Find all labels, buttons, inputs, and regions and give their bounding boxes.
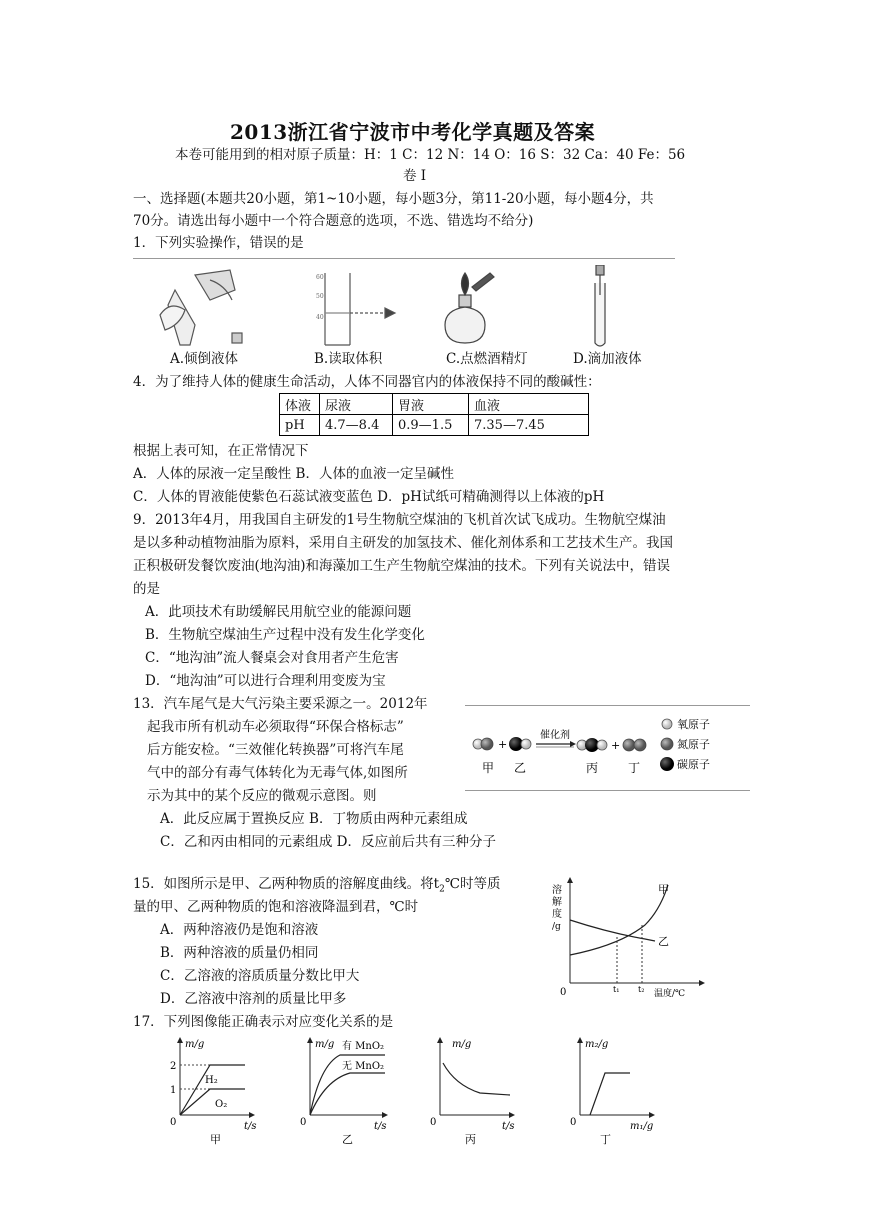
section-instructions-1: 一、选择题(本题共20小题，第1~10小题，每小题3分，第11-20小题，每小题4分，共 <box>133 191 654 207</box>
q1-stem: 1．下列实验操作，错误的是 <box>133 235 304 251</box>
q9-option-c: C．“地沟油”流人餐桌会对食用者产生危害 <box>145 650 399 666</box>
q15-option-d: D．乙溶液中溶剂的质量比甲多 <box>160 991 347 1007</box>
table-cell: 7.35—7.45 <box>469 415 589 436</box>
legend-oxygen: 氧原子 <box>677 718 710 731</box>
graph-origin: 0 <box>560 987 567 998</box>
q13-options-cd: C．乙和丙由相同的元素组成 D．反应前后共有三种分子 <box>160 834 496 850</box>
plus-sign: + <box>611 739 621 752</box>
q1-option-d: D.滴加液体 <box>573 351 642 367</box>
q13-line-2: 起我市所有机动车必须取得“环保合格标志” <box>147 719 404 735</box>
graph-yi-with-label: 有 MnO₂ <box>342 1041 385 1052</box>
q15-line-1b: ℃时等质 <box>444 876 501 892</box>
graph-jia-origin: 0 <box>170 1117 177 1128</box>
q1-option-b: B.读取体积 <box>314 351 383 367</box>
ph-table <box>279 393 589 436</box>
graph-jia-caption: 甲 <box>210 1133 221 1146</box>
table-cell: 尿液 <box>320 394 393 415</box>
q1-option-c: C.点燃酒精灯 <box>446 351 528 367</box>
graph-bing <box>430 1037 515 1146</box>
molecule-yi <box>509 737 531 751</box>
t1-label: t₁ <box>613 985 620 994</box>
q4-options-cd: C．人体的胃液能使紫色石蕊试液变蓝色 D．pH试纸可精确测得以上体液的pH <box>133 489 605 505</box>
molecule-jia <box>473 738 493 750</box>
page-title: 2013浙江省宁波市中考化学真题及答案 <box>230 120 596 144</box>
table-cell: 血液 <box>469 394 589 415</box>
q17-stem: 17．下列图像能正确表示对应变化关系的是 <box>133 1014 394 1030</box>
legend-nitrogen: 氮原子 <box>677 738 710 751</box>
svg-text:50: 50 <box>316 293 324 300</box>
label-ding: 丁 <box>628 761 641 775</box>
y-label-1: 溶 <box>552 885 562 896</box>
molecule-bing <box>577 738 607 752</box>
graph-ding <box>570 1037 655 1146</box>
graph-ding-xlabel: m₁/g <box>630 1121 654 1132</box>
q15-line-1 <box>133 874 500 900</box>
table-cell: pH <box>280 415 320 436</box>
graph-jia-tick-2: 2 <box>170 1061 177 1072</box>
graph-ding-ylabel: m₂/g <box>585 1039 609 1050</box>
q15-line-2: 量的甲、乙两种物质的饱和溶液降温到君，℃时 <box>133 899 419 915</box>
q13-line-1: 13．汽车尾气是大气污染主要采源之一。2012年 <box>133 696 428 712</box>
graph-yi <box>300 1037 388 1146</box>
table-cell: 4.7—8.4 <box>320 415 393 436</box>
catalyst-arrow <box>536 741 576 747</box>
graph-bing-caption: 丙 <box>465 1133 476 1146</box>
q15-line-1a: 15．如图所示是甲、乙两种物质的溶解度曲线。将t <box>133 876 440 892</box>
q13-line-4: 气中的部分有毒气体转化为无毒气体,如图所 <box>147 765 408 781</box>
svg-text:60: 60 <box>316 274 324 281</box>
q4-stem: 4．为了维持人体的健康生命活动，人体不同器官内的体液保持不同的酸碱性： <box>133 374 601 390</box>
graph-jia-h2-label: H₂ <box>205 1075 218 1086</box>
q13-line-3: 后方能安检。“三效催化转换器”可将汽车尾 <box>147 742 404 758</box>
graph-yi-caption: 乙 <box>342 1133 353 1146</box>
t2-label: t₂ <box>638 985 645 994</box>
q15-line-1-sub: 2 <box>439 884 445 895</box>
curve-without-mno2 <box>310 1073 385 1115</box>
section-instructions-2: 70分。请选出每小题中一个符合题意的选项，不选、错选均不给分) <box>133 213 534 229</box>
graph-yi-without-label: 无 MnO₂ <box>342 1061 385 1072</box>
q15-option-a: A．两种溶液仍是饱和溶液 <box>160 922 319 938</box>
graph-jia-o2-label: O₂ <box>215 1099 228 1110</box>
q9-line-3: 正积极研发餐饮废油(地沟油)和海藻加工生产生物航空煤油的技术。下列有关说法中，错误 <box>133 558 671 574</box>
q1-apparatus-figure <box>140 265 680 350</box>
alcohol-lamp-figure <box>445 273 494 343</box>
q1-option-a: A.倾倒液体 <box>170 351 239 367</box>
graph-bing-xlabel: t/s <box>502 1121 515 1132</box>
graph-ding-caption: 丁 <box>600 1133 611 1146</box>
table-row <box>280 394 589 415</box>
molecule-ding <box>623 739 646 751</box>
q4-options-ab: A．人体的尿液一定呈酸性 B．人体的血液一定呈碱性 <box>133 466 454 482</box>
q9-option-d: D．“地沟油”可以进行合理利用变废为宝 <box>145 673 386 689</box>
legend-oxygen-marker <box>662 719 672 729</box>
label-yi: 乙 <box>514 761 527 775</box>
graph-jia-xlabel: t/s <box>244 1121 257 1132</box>
curve-jia <box>570 885 668 955</box>
catalyst-label: 催化剂 <box>540 730 570 741</box>
dropper-figure <box>595 265 605 346</box>
graph-yi-origin: 0 <box>300 1117 307 1128</box>
svg-text:40: 40 <box>316 314 324 321</box>
solubility-graph <box>550 875 710 1000</box>
label-bing: 丙 <box>586 761 599 775</box>
y-label-4: /g <box>552 922 561 932</box>
graph-jia-tick-1: 1 <box>170 1085 177 1096</box>
q1-divider <box>133 258 675 259</box>
graph-ding-origin: 0 <box>570 1117 577 1128</box>
label-jia: 甲 <box>482 761 495 775</box>
table-row <box>280 415 589 436</box>
q13-line-5: 示为其中的某个反应的微观示意图。则 <box>147 788 377 804</box>
q13-figure-top-border <box>465 705 750 706</box>
x-axis-label: 温度/℃ <box>654 989 686 999</box>
curve-o2 <box>180 1089 245 1115</box>
q15-option-c: C．乙溶液的溶质质量分数比甲大 <box>160 968 360 984</box>
curve-bing <box>443 1063 510 1095</box>
legend-nitrogen-marker <box>661 738 673 750</box>
curve-h2 <box>180 1065 245 1115</box>
q15-option-b: B．两种溶液的质量仍相同 <box>160 945 319 961</box>
graph-bing-origin: 0 <box>430 1117 437 1128</box>
graph-yi-ylabel: m/g <box>315 1039 335 1050</box>
q9-line-2: 是以多种动植物油脂为原料，采用自主研发的加氢技术、催化剂体系和工艺技术生产。我国 <box>133 535 673 551</box>
q9-line-1: 9．2013年4月，用我国自主研发的1号生物航空煤油的飞机首次试飞成功。生物航空煤油 <box>133 512 666 528</box>
curve-yi-label: 乙 <box>658 935 669 948</box>
graph-jia <box>170 1037 257 1146</box>
table-cell: 胃液 <box>393 394 469 415</box>
table-cell: 0.9—1.5 <box>393 415 469 436</box>
q9-option-a: A．此项技术有助缓解民用航空业的能源问题 <box>145 604 412 620</box>
curve-jia-label: 甲 <box>658 883 669 896</box>
q9-line-4: 的是 <box>133 581 160 597</box>
y-label-2: 解 <box>552 897 562 908</box>
graph-yi-xlabel: t/s <box>374 1121 387 1132</box>
graph-jia-ylabel: m/g <box>185 1039 205 1050</box>
curve-ding <box>590 1073 630 1115</box>
graduated-cylinder-figure <box>316 273 395 345</box>
volume-label: 卷 Ⅰ <box>403 168 427 184</box>
table-cell: 体液 <box>280 394 320 415</box>
q4-lead: 根据上表可知，在正常情况下 <box>133 443 309 459</box>
graph-bing-ylabel: m/g <box>452 1039 472 1050</box>
q9-option-b: B．生物航空煤油生产过程中没有发生化学变化 <box>145 627 425 643</box>
plus-sign: + <box>498 738 508 751</box>
legend-carbon: 碳原子 <box>677 758 710 771</box>
legend-carbon-marker <box>660 757 674 771</box>
atomic-mass-line: 本卷可能用到的相对原子质量：H：1 C：12 N：14 O：16 S：32 Ca：40 Fe：56 <box>175 147 686 163</box>
q13-options-ab: A．此反应属于置换反应 B．丁物质由两种元素组成 <box>160 811 468 827</box>
y-label-3: 度 <box>552 909 562 920</box>
reaction-micro-diagram <box>470 712 750 787</box>
q13-figure-bottom-border <box>465 790 750 791</box>
pouring-liquid-figure <box>160 270 242 345</box>
q17-graphs <box>160 1035 680 1147</box>
